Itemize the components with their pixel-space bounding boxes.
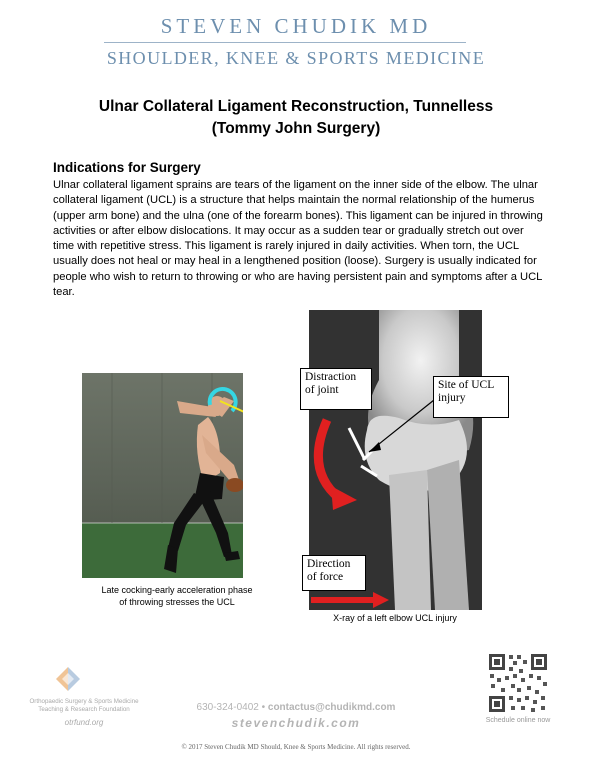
document-title <box>0 96 592 140</box>
contact-line <box>165 702 427 713</box>
header-name: STEVEN CHUDIK MD <box>160 14 432 38</box>
photo-caption <box>82 584 272 608</box>
copyright-notice: © 2017 Steven Chudik MD Should, Knee & Sports Medicine. All rights reserved. <box>181 743 411 751</box>
foundation-name <box>9 698 159 713</box>
foundation-logo-icon <box>48 664 88 694</box>
label-distraction: Distraction of joint <box>300 368 372 410</box>
section-heading: Indications for Surgery <box>53 160 201 175</box>
label-direction-of-force: Direction of force <box>302 555 366 591</box>
email-link[interactable]: contactus@chudikmd.com <box>267 702 396 713</box>
header-divider <box>104 42 466 43</box>
photo-caption-line-1: Late cocking-early acceleration phase <box>101 585 253 595</box>
phone-number[interactable]: 630-324-0402 <box>196 702 259 713</box>
bullet-separator: • <box>261 702 268 713</box>
xray-caption: X-ray of a left elbow UCL injury <box>333 613 457 623</box>
label-site-of-injury: Site of UCL injury <box>433 376 509 418</box>
qr-caption: Schedule online now <box>485 717 551 724</box>
title-line-2: (Tommy John Surgery) <box>211 120 381 137</box>
qr-code-icon[interactable] <box>487 652 549 714</box>
title-line-1: Ulnar Collateral Ligament Reconstruction, Tunnelless <box>98 98 494 115</box>
section-body: Ulnar collateral ligament sprains are tears of the ligament on the inner side of the elbow. The ulnar collateral ligament (UCL) is a structure that helps maintain the normal relationship of the humerus (upper arm bone) and the ulna (one of the forearm bones). This ligament can be injured in throwing activities or after elbow dislocations. It may occur as a sudden tear or gradually stretch out over time with repetitive stress. This ligament is rarely injured in daily activities. When torn, the UCL usually does not heal or may heal in a lengthened position (loose). Surgery is usually indicated for people who wish to return to throwing or who are having persistent pain and symptoms after a UCL tear. <box>53 179 543 299</box>
foundation-line-2: Teaching & Research Foundation <box>38 705 130 713</box>
header-subtitle: SHOULDER, KNEE & SPORTS MEDICINE <box>106 48 486 68</box>
website-link[interactable]: stevenchudik.com <box>231 716 361 730</box>
foundation-url[interactable]: otrfund.org <box>64 718 104 727</box>
photo-caption-line-2: of throwing stresses the UCL <box>119 597 235 607</box>
foundation-line-1: Orthopaedic Surgery & Sports Medicine <box>29 698 139 705</box>
pitcher-photo <box>82 373 243 578</box>
